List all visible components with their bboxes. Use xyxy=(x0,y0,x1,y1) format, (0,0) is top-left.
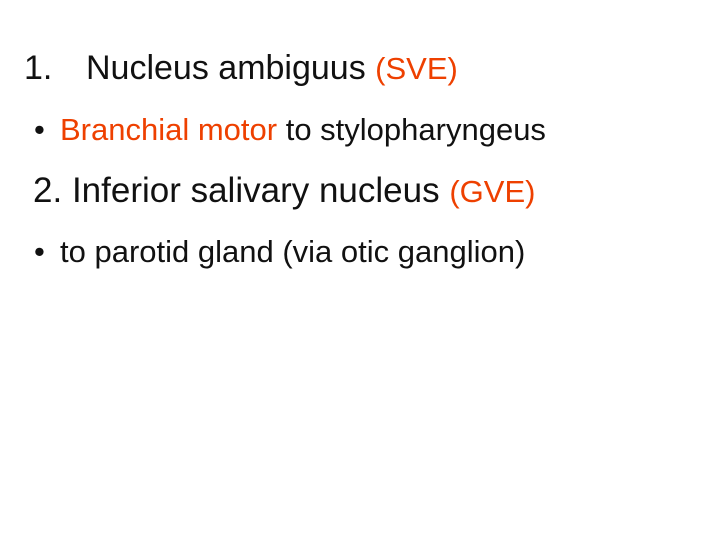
item-number: 2. xyxy=(33,171,63,210)
item-text: Inferior salivary nucleus xyxy=(71,171,440,210)
item-2-inferior-salivary-nucleus xyxy=(33,168,535,215)
bullet-icon: • xyxy=(34,112,45,147)
bullet-icon: • xyxy=(34,234,45,269)
item-text: Nucleus ambiguus xyxy=(86,49,366,87)
highlight-text: Branchial motor xyxy=(60,112,278,147)
subitem-parotid-gland xyxy=(34,232,525,272)
fiber-type-tag: (GVE) xyxy=(449,174,536,209)
subitem-text: to parotid gland (via otic ganglion) xyxy=(60,234,526,269)
item-number: 1. xyxy=(24,49,53,87)
item-1-nucleus-ambiguus xyxy=(24,46,458,91)
subitem-branchial-motor xyxy=(34,110,546,150)
fiber-type-tag: (SVE) xyxy=(375,51,458,86)
subitem-text: to stylopharyngeus xyxy=(285,112,546,147)
